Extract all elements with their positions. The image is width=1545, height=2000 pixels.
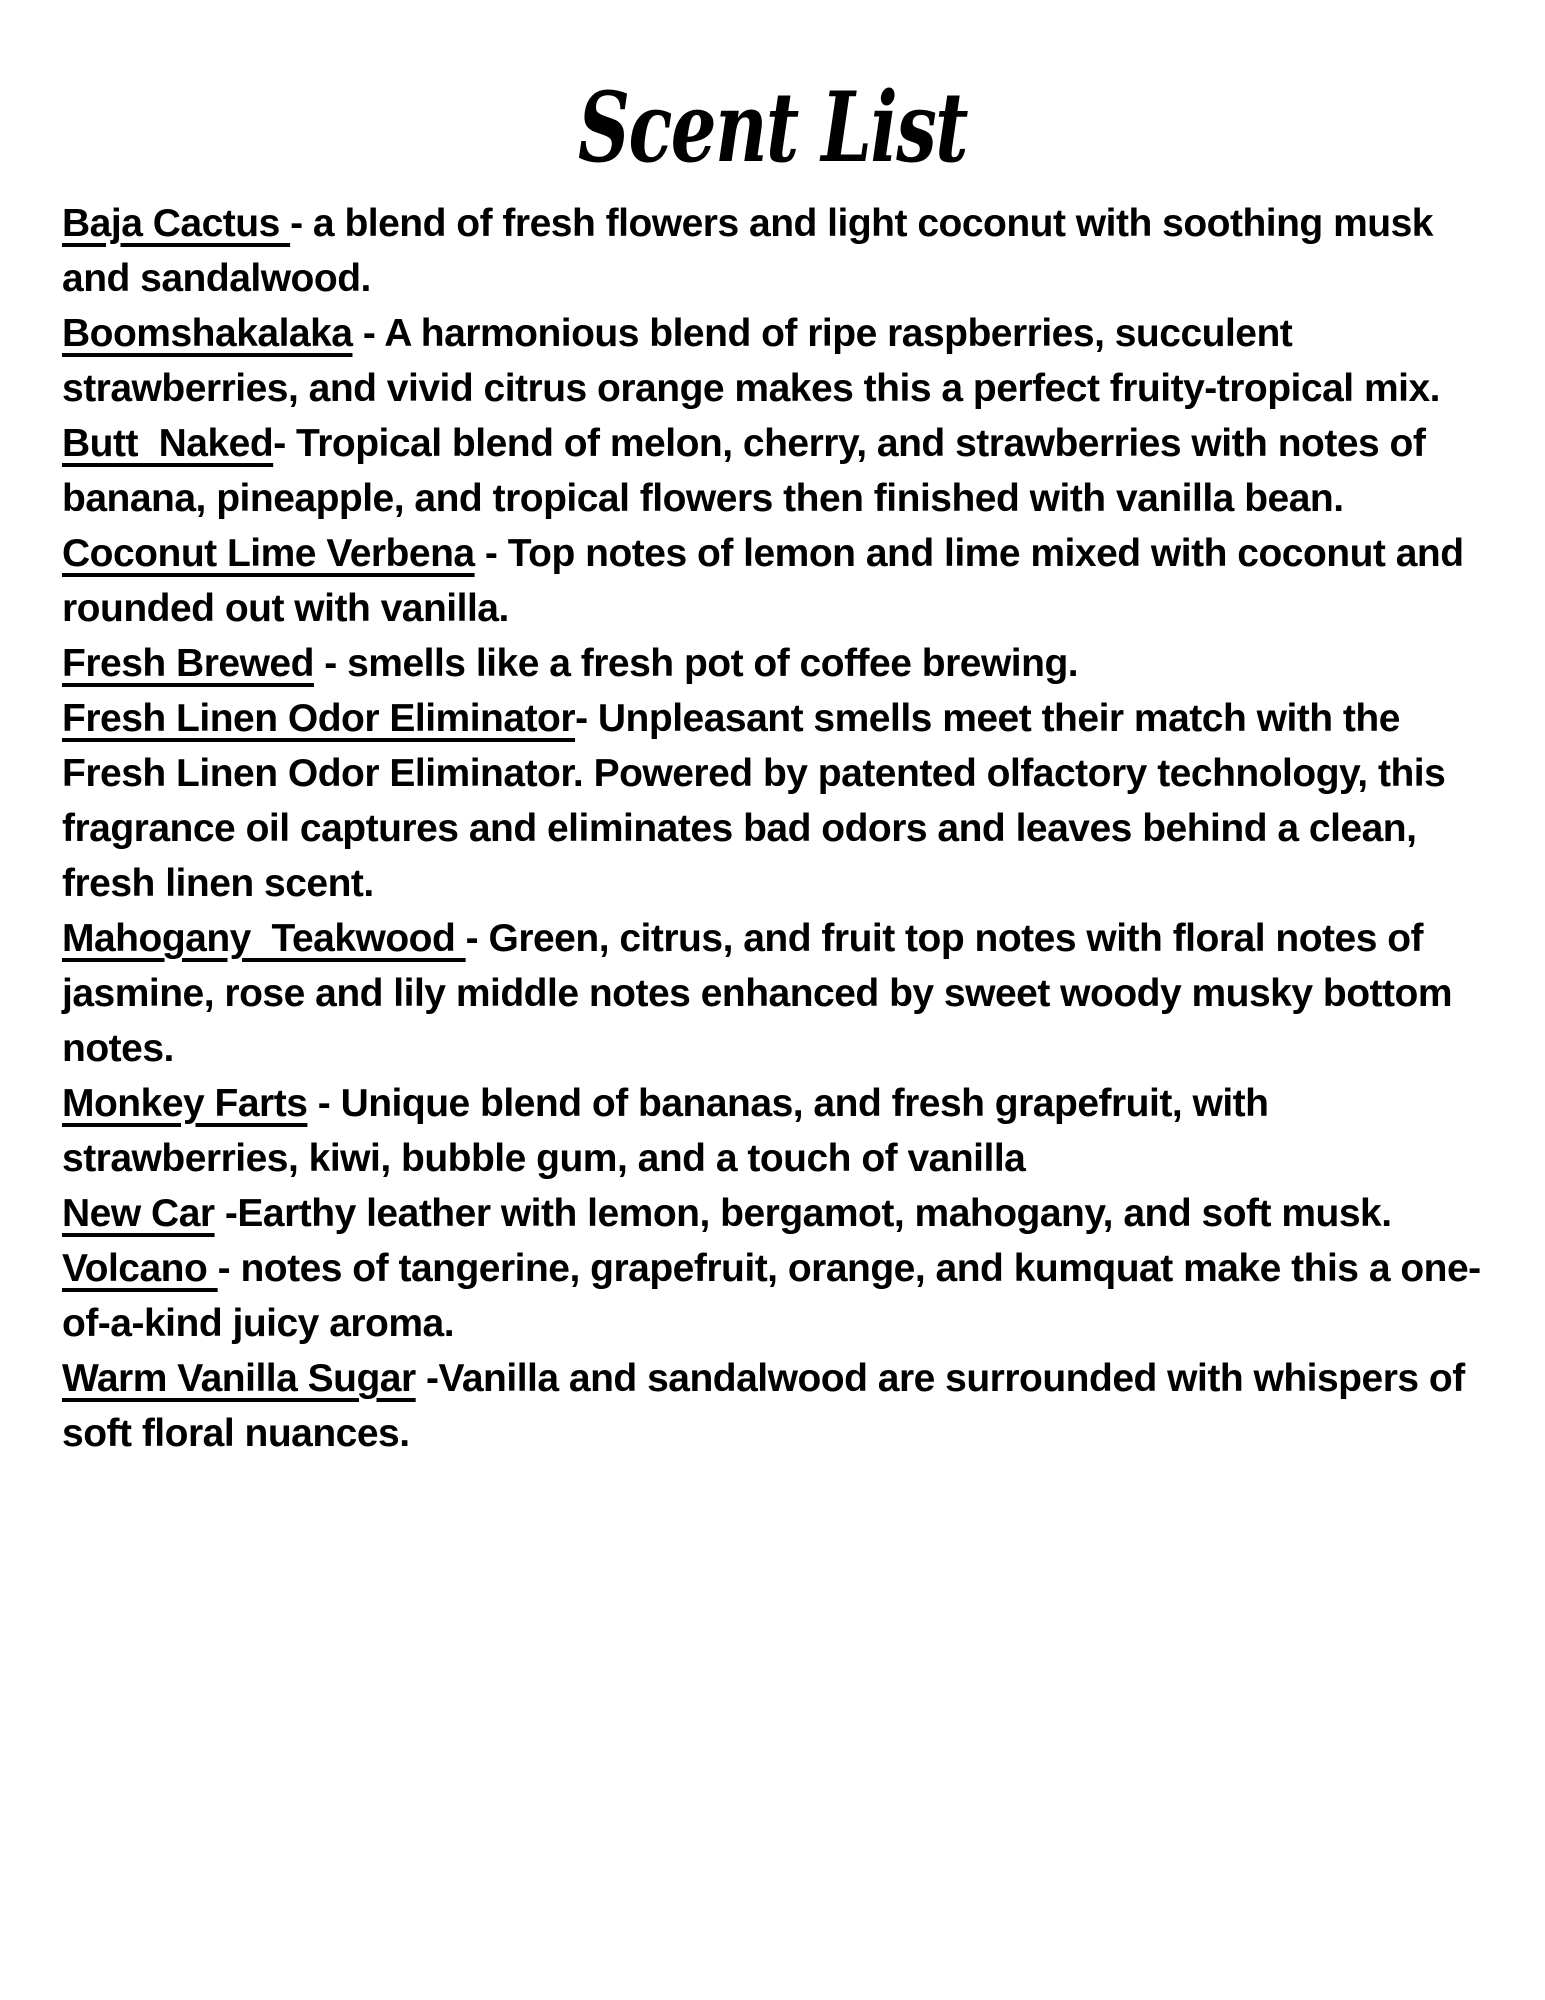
scent-name: Mahogany Teakwood	[62, 917, 466, 960]
scent-name: Boomshakalaka	[62, 312, 353, 355]
scent-description: - smells like a fresh pot of coffee brewing.	[313, 642, 1079, 685]
scent-name: Fresh Brewed	[62, 642, 314, 685]
scent-item	[62, 911, 1498, 1076]
scent-item	[62, 196, 1498, 306]
scent-name: Volcano	[62, 1247, 218, 1290]
page-title: Scent List	[577, 71, 968, 184]
scent-item	[62, 1241, 1498, 1351]
scent-item	[62, 636, 1498, 691]
scent-description: - Top notes of lemon and lime mixed with coconut and rounded out with vanilla.	[62, 532, 1474, 630]
scent-item	[62, 526, 1498, 636]
scent-description: - Green, citrus, and fruit top notes with floral notes of jasmine, rose and lily middle notes enhanced by sweet woody musky bottom notes.	[62, 917, 1463, 1070]
scent-description: - A harmonious blend of ripe raspberries, succulent strawberries, and vivid citrus orange makes this a perfect fruity-tropical mix.	[62, 312, 1440, 410]
scent-name: Monkey Farts	[62, 1082, 308, 1125]
scent-item	[62, 416, 1498, 526]
scent-item	[62, 1186, 1498, 1241]
scent-name: Butt Naked	[62, 422, 274, 465]
scent-item	[62, 306, 1498, 416]
scent-name: Warm Vanilla Sugar	[62, 1357, 416, 1400]
scent-description: - Unpleasant smells meet their match with the Fresh Linen Odor Eliminator. Powered by patented olfactory technology, this fragrance oil captures and eliminates bad odors and leaves behind a clean, fresh linen scent.	[62, 697, 1456, 905]
scent-description: -Vanilla and sandalwood are surrounded with whispers of soft floral nuances.	[62, 1357, 1476, 1455]
scent-name: Baja Cactus	[62, 202, 291, 245]
scent-list	[62, 196, 1498, 1461]
scent-name: Coconut Lime Verbena	[62, 532, 475, 575]
scent-description: - notes of tangerine, grapefruit, orange, and kumquat make this a one-of-a-kind juicy aroma.	[62, 1247, 1481, 1345]
scent-item	[62, 1351, 1498, 1461]
scent-description: - Unique blend of bananas, and fresh grapefruit, with strawberries, kiwi, bubble gum, and a touch of vanilla	[62, 1082, 1279, 1180]
scent-name: Fresh Linen Odor Eliminator	[62, 697, 576, 740]
scent-name: New Car	[62, 1192, 215, 1235]
scent-item	[62, 1076, 1498, 1186]
scent-description: - Tropical blend of melon, cherry, and strawberries with notes of banana, pineapple, and tropical flowers then finished with vanilla bean.	[62, 422, 1436, 520]
scent-description: -Earthy leather with lemon, bergamot, mahogany, and soft musk.	[214, 1192, 1392, 1235]
scent-item	[62, 691, 1498, 911]
scent-description: - a blend of fresh flowers and light coconut with soothing musk and sandalwood.	[62, 202, 1444, 300]
